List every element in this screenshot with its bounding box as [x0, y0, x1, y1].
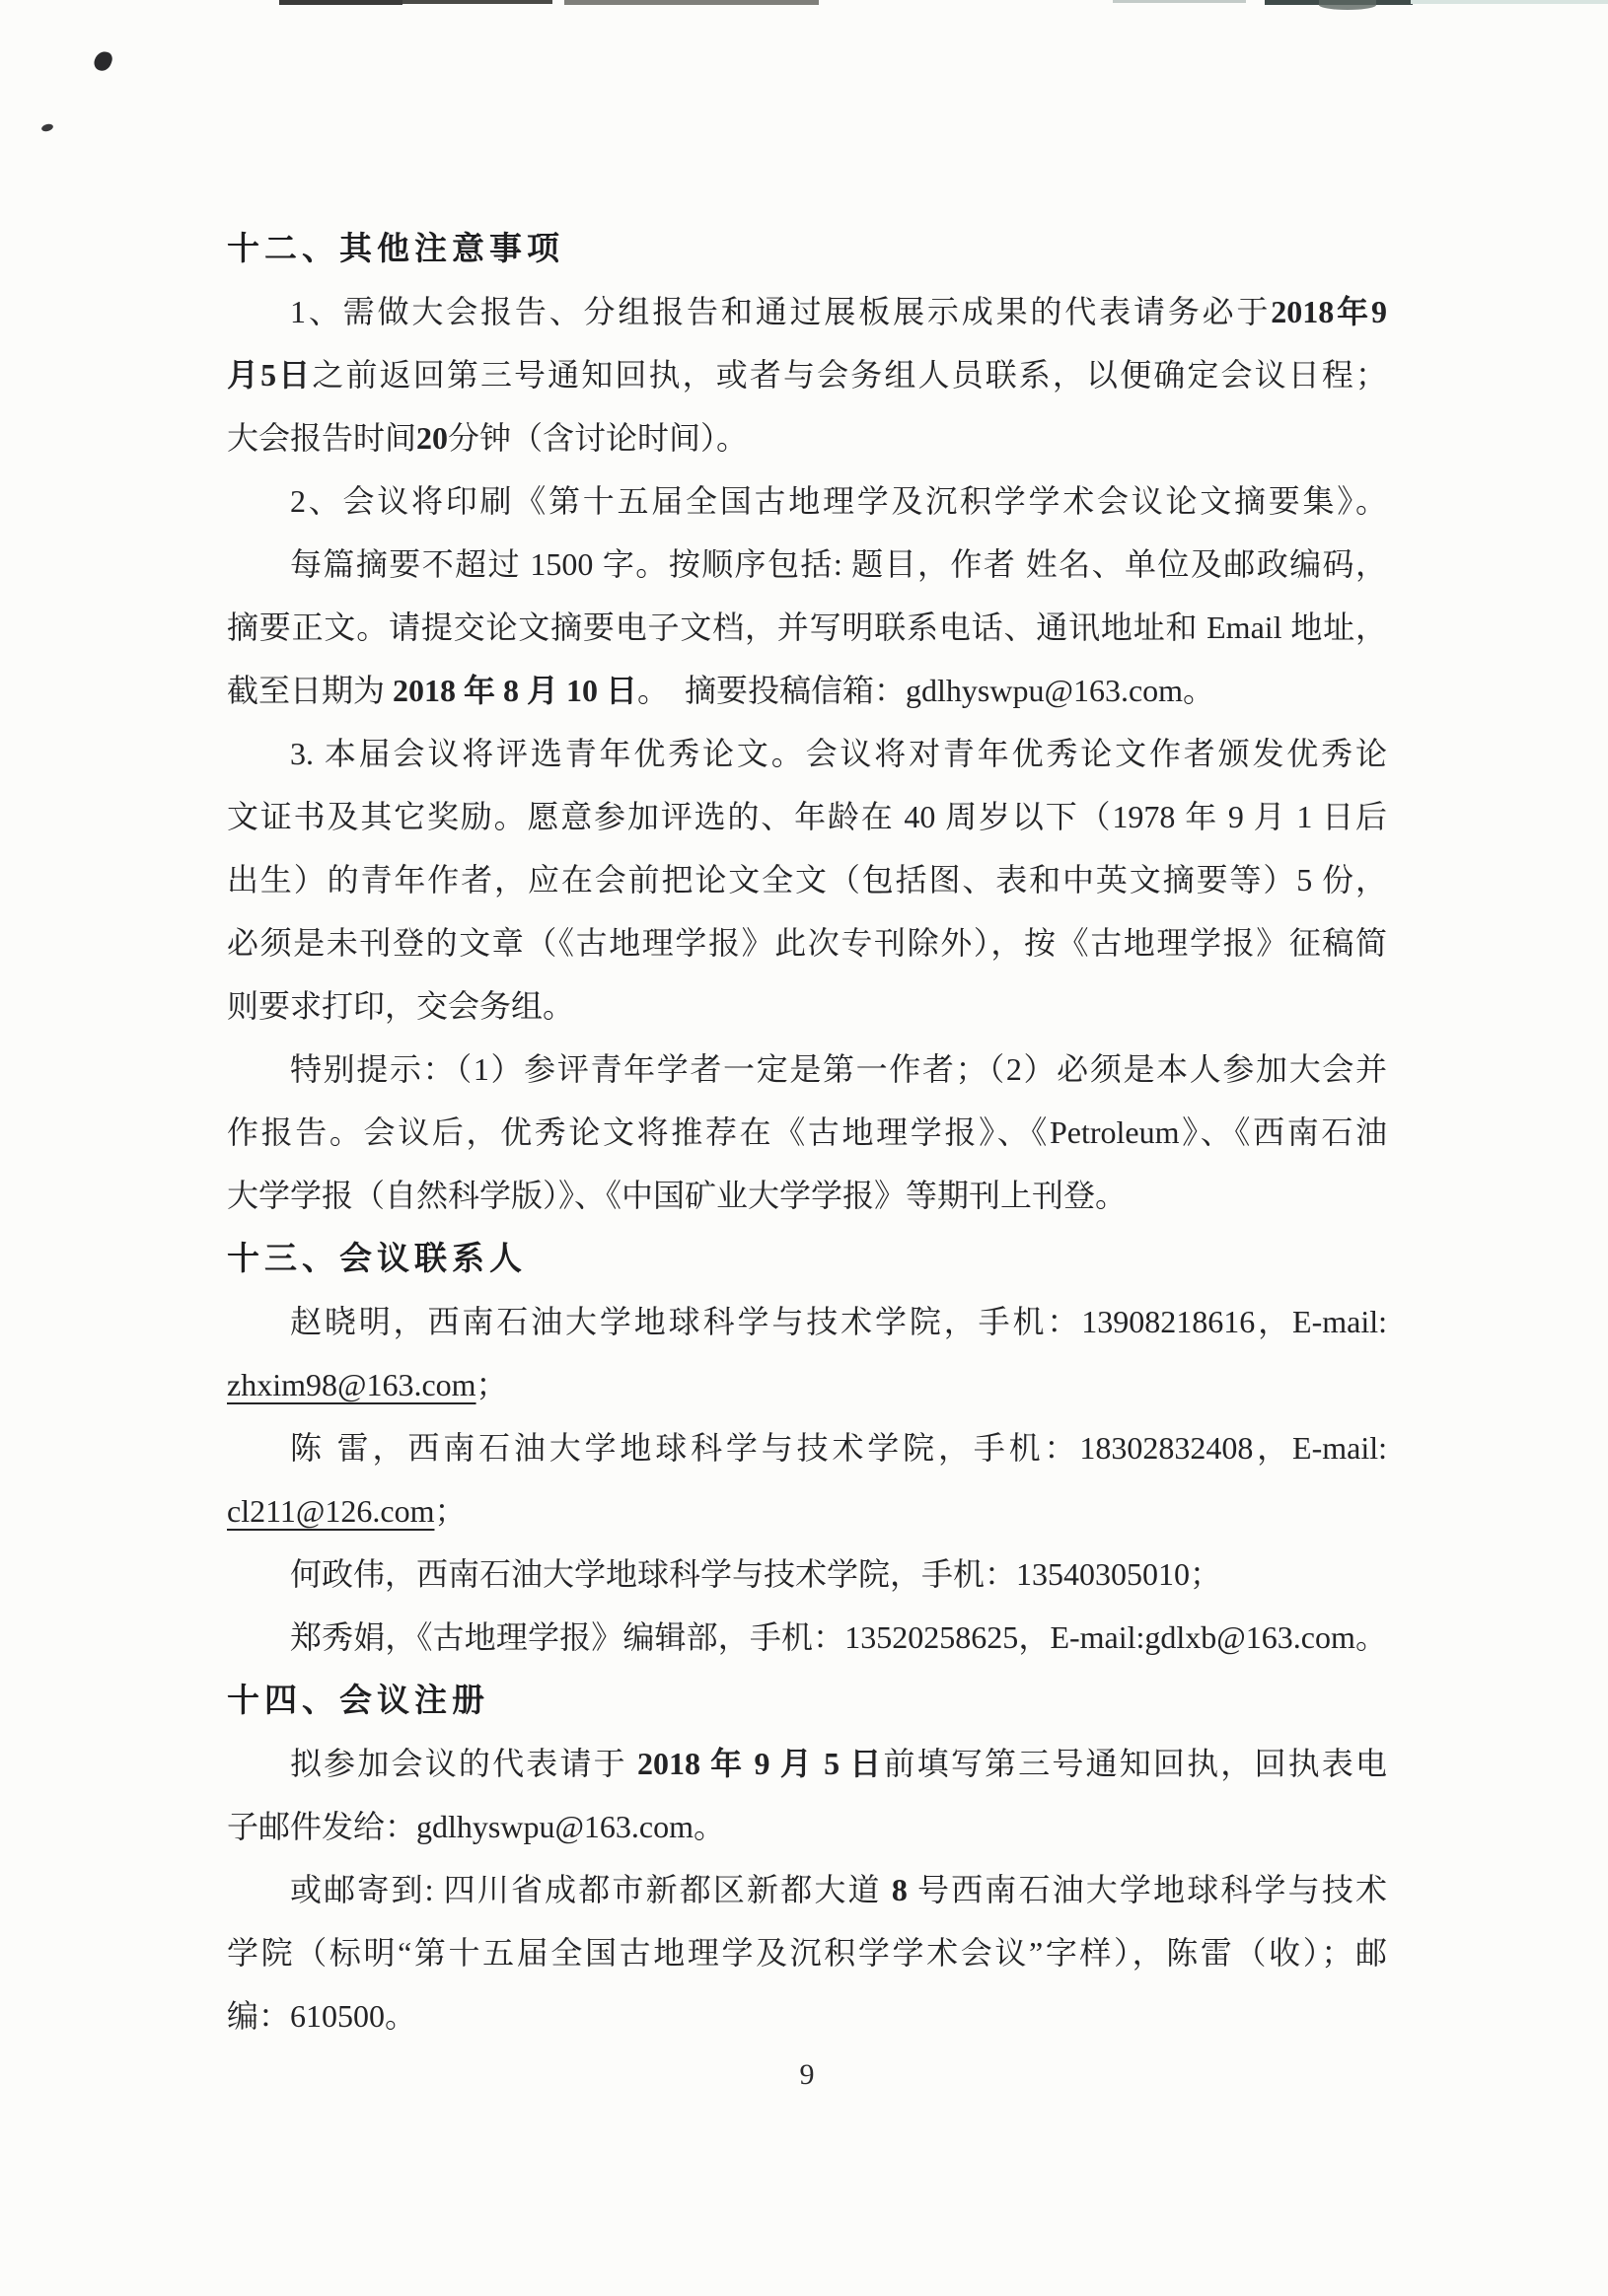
- page-number: 9: [799, 2058, 815, 2091]
- text-line: [227, 1101, 1387, 1164]
- text-run: ；: [434, 1493, 467, 1529]
- text-run: 赵晓明，西南石油大学地球科学与技术学院，手机：13908218616，E-mail:: [290, 1304, 1387, 1339]
- text-line: [227, 596, 1387, 659]
- text-line: [227, 659, 1387, 722]
- text-line: [227, 1732, 1387, 1795]
- text-line: [227, 1858, 1387, 1921]
- text-line: [227, 1416, 1387, 1479]
- ink-speck: [40, 123, 53, 133]
- text-run: 特别提示：（1）参评青年学者一定是第一作者；（2）必须是本人参加大会并: [290, 1051, 1387, 1087]
- section-heading: [227, 1227, 1387, 1290]
- text-run: 或邮寄到: 四川省成都市新都区新都大道: [290, 1872, 892, 1907]
- text-run: 大学学报（自然科学版）》、《中国矿业大学学报》等期刊上刊登。: [227, 1178, 1128, 1213]
- text-run: 分钟（含讨论时间）。: [448, 420, 749, 456]
- text-run: 2、会议将印刷《第十五届全国古地理学及沉积学学术会议论文摘要集》。: [290, 483, 1387, 519]
- text-line: [227, 280, 1387, 343]
- text-run: ；: [475, 1367, 508, 1402]
- text-line: [227, 1290, 1387, 1353]
- text-run: 截至日期为: [227, 673, 394, 708]
- text-line: [227, 1984, 1387, 2047]
- scan-edge-smudge: [1319, 0, 1376, 10]
- text-run: 郑秀娟，《古地理学报》编辑部，手机：13520258625，E-mail:gdlxb@163.com。: [290, 1619, 1387, 1655]
- text-line: [227, 974, 1387, 1038]
- text-line: [227, 1795, 1387, 1858]
- text-run: 月5日: [227, 357, 313, 393]
- text-line: [227, 1479, 1387, 1543]
- text-run: 前填写第三号通知回执，回执表电: [883, 1746, 1387, 1781]
- document-content: [227, 217, 1387, 2047]
- text-line: [227, 1038, 1387, 1101]
- text-run: 3. 本届会议将评选青年优秀论文。会议将对青年优秀论文作者颁发优秀论: [290, 736, 1387, 771]
- text-run: 学院（标明“第十五届全国古地理学及沉积学学术会议”字样），陈雷（收）；邮: [227, 1935, 1387, 1971]
- text-line: [227, 1164, 1387, 1227]
- text-line: [227, 1921, 1387, 1984]
- text-run: 每篇摘要不超过 1500 字。按顺序包括: 题目，作者 姓名、单位及邮政编码，: [290, 546, 1387, 582]
- text-run: 拟参加会议的代表请于: [290, 1746, 637, 1781]
- text-run: 2018年9: [1271, 294, 1387, 329]
- text-run: 十二、其他注意事项: [227, 230, 564, 266]
- scan-edge-mark: [564, 0, 819, 5]
- text-line: [227, 343, 1387, 406]
- section-heading: [227, 217, 1387, 280]
- scan-edge-mark: [279, 0, 402, 5]
- text-line: [227, 1606, 1387, 1669]
- text-run: 何政伟，西南石油大学地球科学与技术学院，手机：13540305010；: [290, 1556, 1222, 1592]
- email-text: cl211@126.com: [227, 1493, 435, 1529]
- text-run: 2018 年 8 月 10 日: [393, 673, 638, 708]
- text-line: [227, 533, 1387, 596]
- text-line: [227, 722, 1387, 785]
- text-run: 则要求打印，交会务组。: [227, 988, 575, 1024]
- text-run: 摘要正文。请提交论文摘要电子文档，并写明联系电话、通讯地址和 Email 地址，: [227, 610, 1387, 645]
- text-run: 大会报告时间: [227, 420, 417, 456]
- text-run: 出生）的青年作者，应在会前把论文全文（包括图、表和中英文摘要等）5 份，: [227, 862, 1387, 897]
- text-line: [227, 785, 1387, 848]
- scan-edge-mark: [1113, 0, 1246, 3]
- text-run: 编：610500。: [227, 1998, 417, 2034]
- text-run: 。 摘要投稿信箱：gdlhyswpu@163.com。: [637, 673, 1215, 708]
- text-run: 文证书及其它奖励。愿意参加评选的、年龄在 40 周岁以下（1978 年 9 月 1 日后: [227, 799, 1387, 834]
- text-run: 2018 年 9 月 5 日: [637, 1746, 884, 1781]
- text-run: 号西南石油大学地球科学与技术: [907, 1872, 1387, 1907]
- text-run: 8: [891, 1872, 908, 1907]
- text-run: 子邮件发给：gdlhyswpu@163.com。: [227, 1809, 726, 1844]
- ink-speck: [92, 49, 113, 73]
- text-line: [227, 848, 1387, 911]
- text-line: [227, 1543, 1387, 1606]
- text-run: 1、需做大会报告、分组报告和通过展板展示成果的代表请务必于: [290, 294, 1272, 329]
- text-line: [227, 406, 1387, 469]
- text-run: 作报告。会议后，优秀论文将推荐在《古地理学报》、《Petroleum》、《西南石油: [227, 1114, 1387, 1150]
- text-line: [227, 1353, 1387, 1416]
- email-text: zhxim98@163.com: [227, 1367, 476, 1402]
- scan-edge-tint: [1411, 0, 1608, 4]
- text-line: [227, 911, 1387, 974]
- text-run: 必须是未刊登的文章（《古地理学报》此次专刊除外），按《古地理学报》征稿简: [227, 925, 1387, 961]
- text-run: 十三、会议联系人: [227, 1240, 527, 1276]
- text-run: 之前返回第三号通知回执，或者与会务组人员联系，以便确定会议日程；: [312, 357, 1387, 393]
- text-run: 十四、会议注册: [227, 1682, 489, 1718]
- scan-edge-mark: [402, 0, 552, 4]
- text-run: 20: [416, 420, 449, 456]
- text-line: [227, 469, 1387, 533]
- text-run: 陈 雷，西南石油大学地球科学与技术学院，手机：18302832408，E-mail:: [290, 1430, 1387, 1466]
- section-heading: [227, 1669, 1387, 1732]
